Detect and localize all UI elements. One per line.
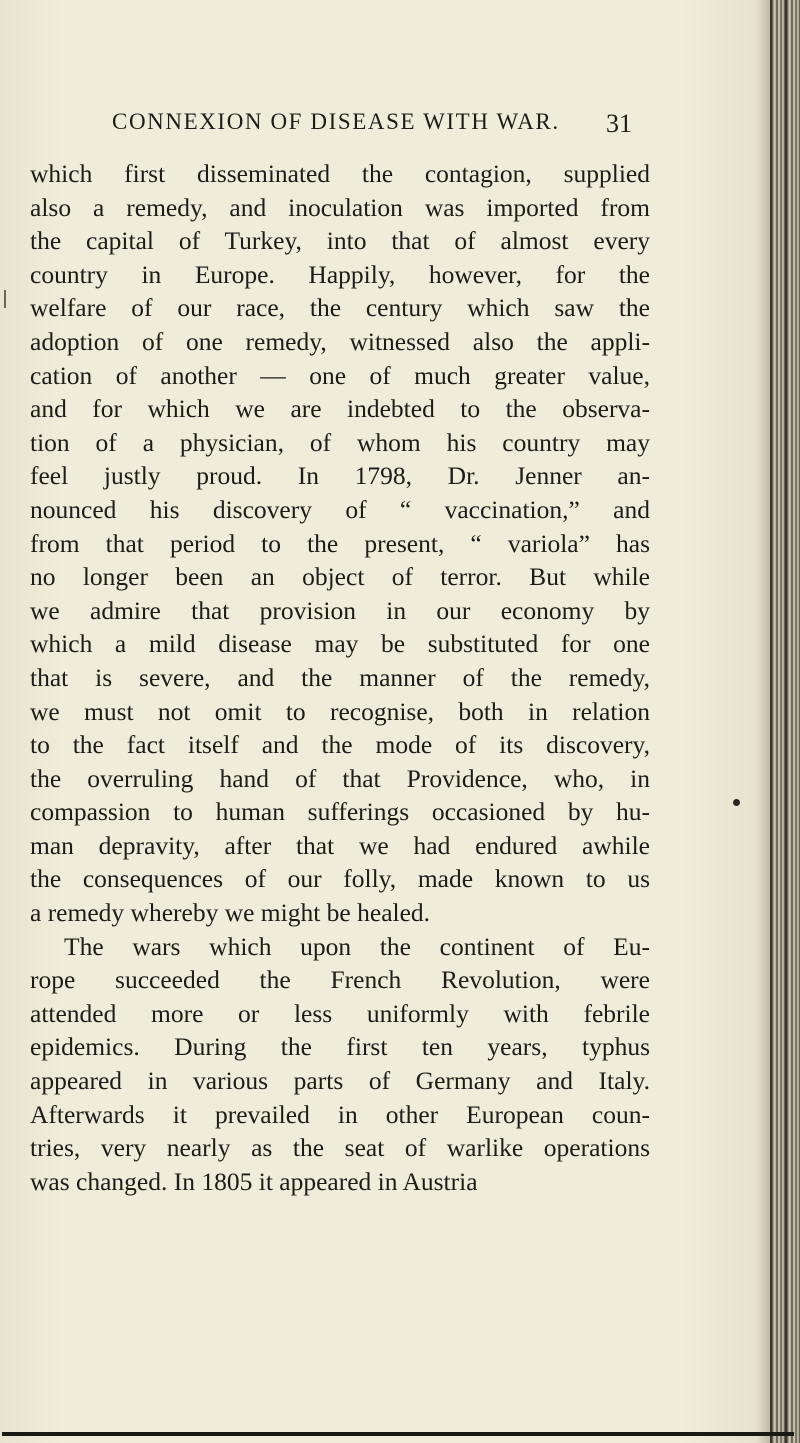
text-line: and for which we are indebted to the observa- [30,394,650,424]
text-line: epidemics. During the first ten years, typhus [30,1032,650,1062]
paragraph-1 [30,157,650,930]
text-line: cation of another — one of much greater value, [30,360,650,390]
running-head-title: CONNEXION OF DISEASE WITH WAR. [112,109,560,134]
book-spine-edge [770,0,800,1443]
text-line: which first disseminated the contagion, supplied [30,159,650,188]
text-line: Afterwards it prevailed in other European coun- [30,1099,650,1129]
text-line: adoption of one remedy, witnessed also the appli- [30,326,650,356]
text-line: feel justly proud. In 1798, Dr. Jenner an- [30,461,650,491]
text-line: appeared in various parts of Germany and Italy. [30,1066,650,1096]
margin-mark [4,290,6,308]
text-line: no longer been an object of terror. But while [30,562,650,592]
text-line: welfare of our race, the century which saw the [30,293,650,323]
ink-speck [733,799,740,806]
text-line: nounced his discovery of “ vaccination,” and [30,494,650,524]
text-line: that is severe, and the manner of the remedy, [30,662,650,692]
text-line: The wars which upon the continent of Eu- [64,931,650,961]
text-line: the overruling hand of that Providence, who, in [30,763,650,793]
text-line: country in Europe. Happily, however, for the [30,259,650,289]
text-line: compassion to human sufferings occasioned by hu- [30,797,650,827]
text-line: attended more or less uniformly with febrile [30,998,650,1028]
text-line: the consequences of our folly, made known to us [30,864,650,894]
gutter-shadow [756,0,770,1443]
text-line: man depravity, after that we had endured awhile [30,830,650,860]
text-line: tries, very nearly as the seat of warlike operations [30,1133,650,1163]
body-text [30,157,650,1198]
running-header [112,109,632,149]
page-number: 31 [606,109,632,138]
text-line: from that period to the present, “ variola” has [30,528,650,558]
text-line: we must not omit to recognise, both in relation [30,696,650,726]
text-line: tion of a physician, of whom his country may [30,427,650,457]
text-line: to the fact itself and the mode of its discovery, [30,730,650,760]
text-line: rope succeeded the French Revolution, were [30,965,650,995]
text-line: also a remedy, and inoculation was imported from [30,192,650,222]
text-line: a remedy whereby we might be healed. [30,898,431,928]
paragraph-2 [30,930,650,1199]
page-bottom-edge [2,1432,794,1436]
text-line: was changed. In 1805 it appeared in Austria [30,1166,478,1196]
text-line: the capital of Turkey, into that of almost every [30,226,650,256]
text-line: we admire that provision in our economy by [30,595,650,625]
text-line: which a mild disease may be substituted for one [30,629,650,659]
